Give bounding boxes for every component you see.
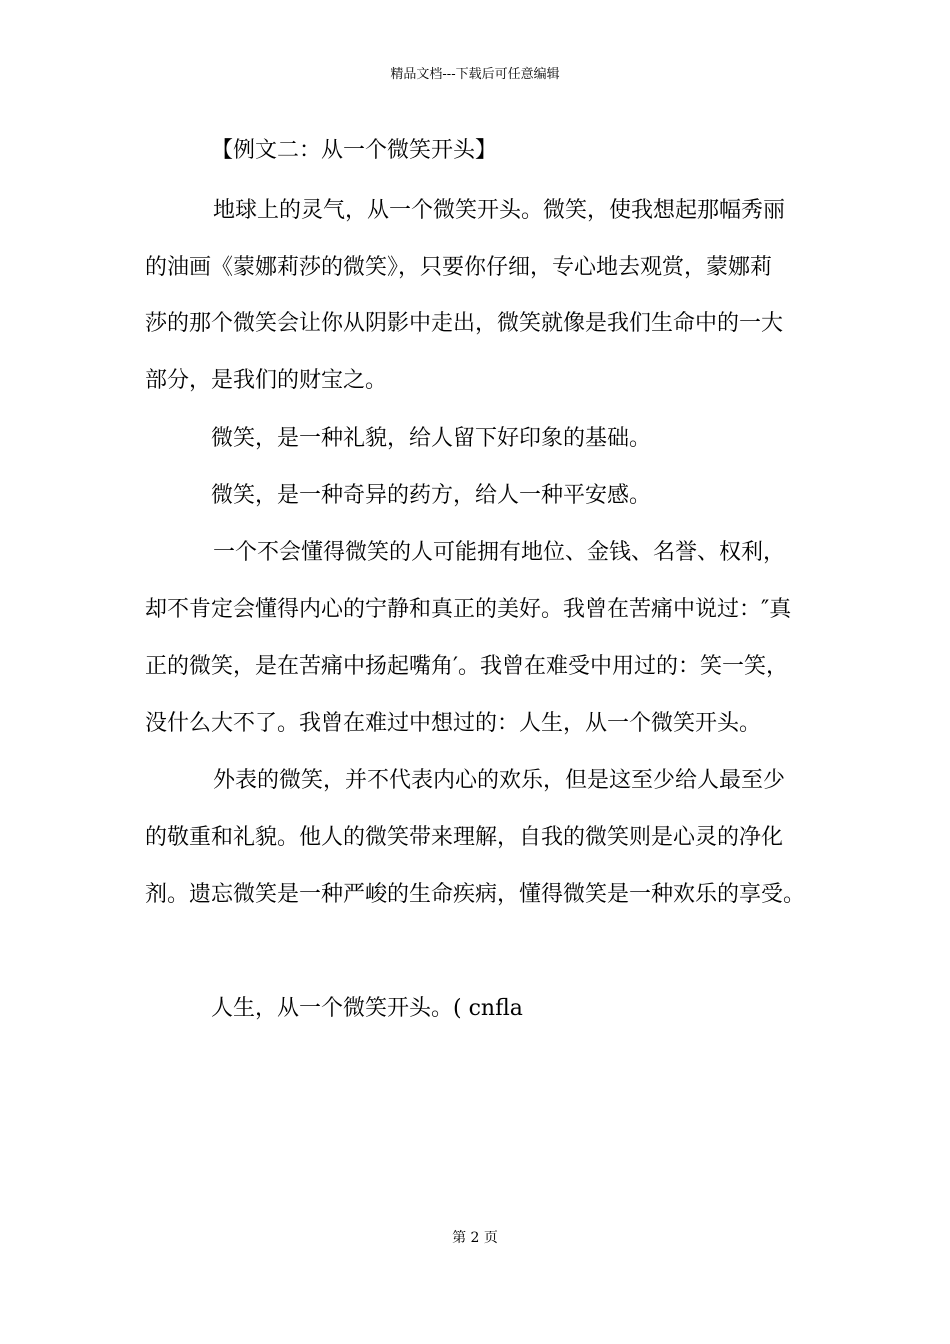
paragraph-line: 一个不会懂得微笑的人可能拥有地位、金钱、名誉、权利， [213, 540, 786, 565]
paragraph-line: 莎的那个微笑会让你从阴影中走出，微笑就像是我们生命中的一大 [145, 311, 784, 336]
page-header: 精品文档---下载后可任意编辑 [390, 67, 560, 82]
paragraph-line: 剂。遗忘微笑是一种严峻的生命疾病，懂得微笑是一种欢乐的享受。 [145, 882, 806, 907]
paragraph-line: 部分，是我们的财宝之。 [145, 368, 388, 393]
paragraph-line: 的敬重和礼貌。他人的微笑带来理解，自我的微笑则是心灵的净化 [145, 825, 784, 850]
paragraph-line: 的油画《蒙娜莉莎的微笑》，只要你仔细，专心地去观赏，蒙娜莉 [145, 255, 773, 280]
paragraph-line: 外表的微笑，并不代表内心的欢乐，但是这至少给人最至少 [213, 768, 786, 793]
paragraph-line: 人生，从一个微笑开头。( cnfla [211, 996, 523, 1021]
paragraph-line: 微笑，是一种奇异的药方，给人一种平安感。 [211, 483, 652, 508]
paragraph-line: 却不肯定会懂得内心的宁静和真正的美好。我曾在苦痛中说过：″真 [145, 597, 792, 622]
paragraph-line: 没什么大不了。我曾在难过中想过的：人生，从一个微笑开头。 [145, 711, 762, 736]
paragraph-line: 地球上的灵气，从一个微笑开头。微笑，使我想起那幅秀丽 [213, 198, 786, 223]
paragraph-line: 正的微笑，是在苦痛中扬起嘴角′。我曾在难受中用过的：笑一笑， [145, 654, 788, 679]
page-number: 第 2 页 [452, 1230, 498, 1246]
paragraph-line: 微笑，是一种礼貌，给人留下好印象的基础。 [211, 426, 652, 451]
section-heading: 【例文二：从一个微笑开头】 [211, 138, 498, 163]
